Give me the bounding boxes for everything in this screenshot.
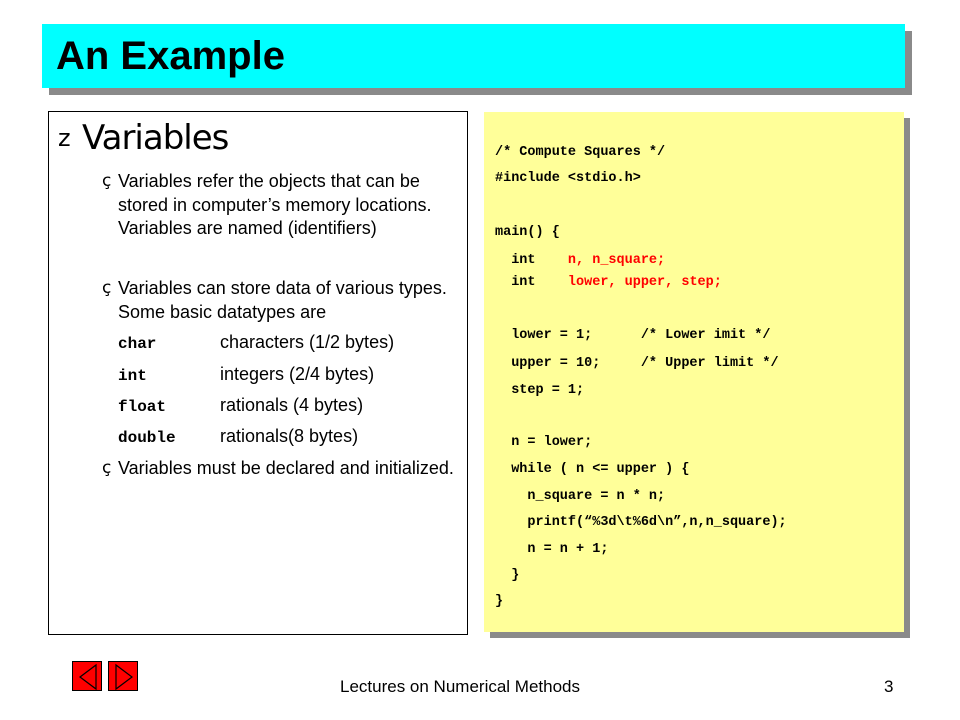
point-text: Variables must be declared and initialized.	[118, 458, 454, 478]
title-bar	[42, 24, 905, 88]
code-line: step = 1;	[495, 383, 585, 398]
datatype-desc: characters (1/2 bytes)	[220, 332, 395, 352]
datatype-desc: integers (2/4 bytes)	[220, 364, 375, 384]
code-keyword: int	[495, 275, 568, 290]
datatype-name: double	[118, 429, 176, 447]
code-line: upper = 10; /* Upper limit */	[495, 356, 779, 371]
code-line: }	[495, 568, 520, 583]
datatype-name: float	[118, 398, 167, 416]
point-2	[102, 277, 462, 324]
variables-heading	[58, 118, 228, 158]
datatype-name: int	[118, 367, 147, 385]
point-text: Variables can store data of various types. Some basic datatypes are	[118, 278, 447, 322]
code-keyword: int	[495, 253, 568, 268]
code-line: n = lower;	[495, 435, 593, 450]
datatype-name: char	[118, 335, 157, 353]
footer-text: Lectures on Numerical Methods	[340, 677, 581, 696]
code-line: lower = 1; /* Lower imit */	[495, 328, 771, 343]
code-panel	[484, 112, 904, 632]
datatype-row	[118, 332, 394, 356]
heading-bullet-icon: z	[58, 124, 71, 152]
code-line: main() {	[495, 225, 560, 240]
page-number: 3	[884, 677, 894, 696]
bullet-icon: ç	[102, 171, 112, 191]
datatype-row	[118, 395, 363, 419]
datatype-row	[118, 426, 358, 450]
code-line: /* Compute Squares */	[495, 145, 666, 160]
code-line	[495, 275, 722, 297]
code-line: n = n + 1;	[495, 542, 609, 557]
code-highlight: n, n_square;	[567, 253, 666, 268]
point-3	[102, 457, 462, 481]
triangle-left-icon	[73, 662, 103, 692]
bullet-icon: ç	[102, 458, 112, 478]
bullet-icon: ç	[102, 278, 112, 298]
datatype-row	[118, 364, 374, 388]
heading-text: Variables	[82, 118, 229, 158]
code-line: printf(“%3d\t%6d\n”,n,n_square);	[495, 515, 787, 530]
point-1	[102, 170, 462, 241]
previous-slide-button[interactable]	[72, 661, 102, 691]
triangle-right-icon	[109, 662, 139, 692]
code-line: while ( n <= upper ) {	[495, 462, 690, 477]
code-line: }	[495, 594, 504, 609]
slide-title: An Example	[56, 33, 285, 78]
code-line: n_square = n * n;	[495, 489, 666, 504]
next-slide-button[interactable]	[108, 661, 138, 691]
code-line: #include <stdio.h>	[495, 171, 641, 186]
code-line	[495, 253, 665, 275]
code-highlight: lower, upper, step;	[567, 275, 722, 290]
datatype-desc: rationals (4 bytes)	[220, 395, 364, 415]
point-text: Variables refer the objects that can be stored in computer’s memory locations. Variables are named (identifiers)	[118, 171, 432, 238]
datatype-desc: rationals(8 bytes)	[220, 426, 359, 446]
